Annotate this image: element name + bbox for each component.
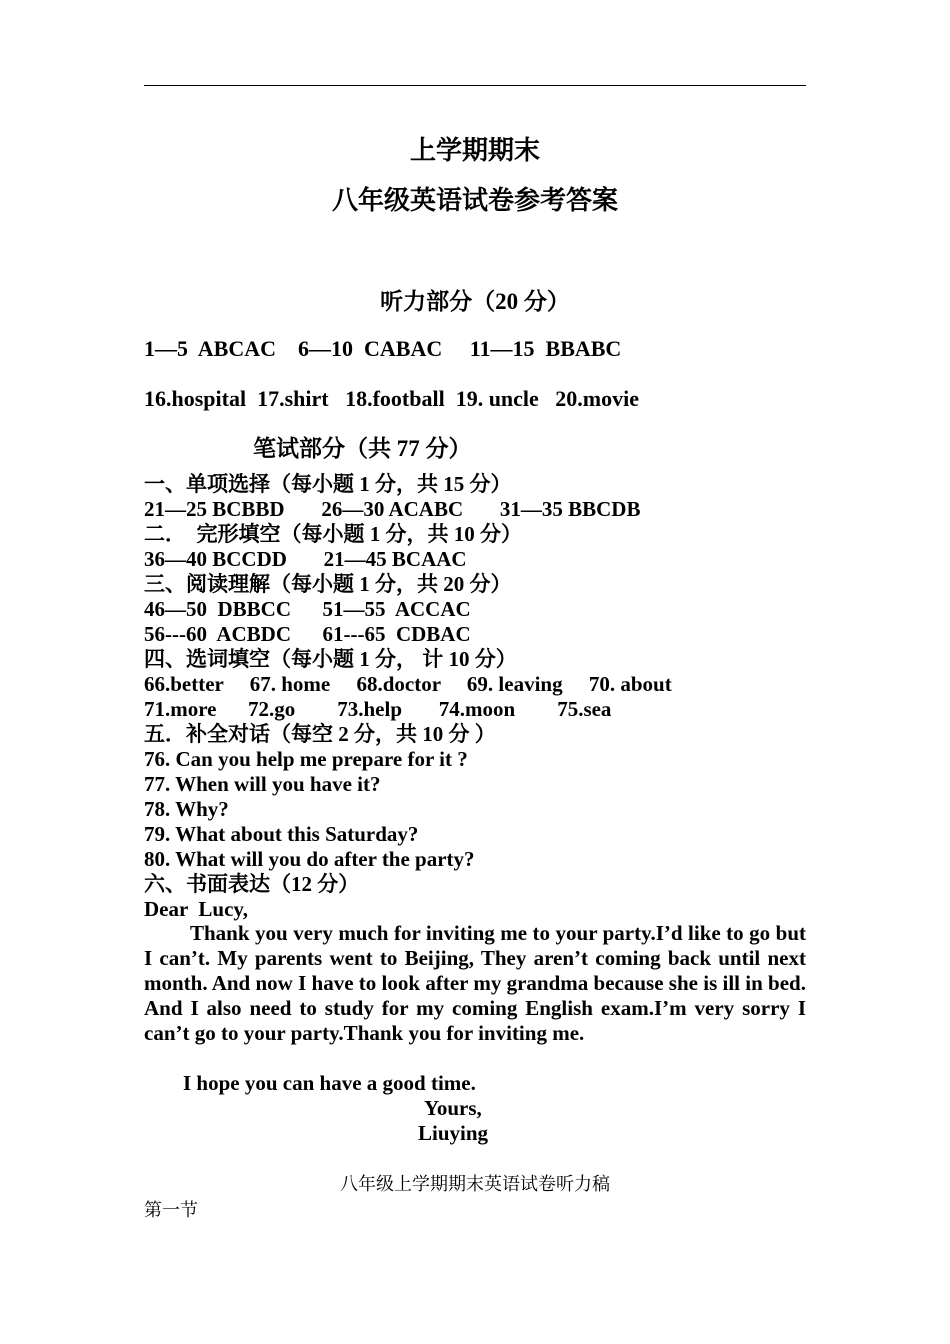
answer-line: 77. When will you have it?: [144, 772, 381, 796]
header-rule: [144, 85, 806, 86]
writing-heading: 笔试部分（共 77 分）: [253, 436, 472, 461]
listening-answers-2: 16.hospital 17.shirt 18.football 19. uncle 20.movie: [144, 386, 640, 411]
section-label: 第一节: [144, 1200, 198, 1220]
answer-line: 71.more 72.go 73.help 74.moon 75.sea: [144, 697, 612, 721]
answer-line: 76. Can you help me prepare for it ?: [144, 747, 468, 771]
answer-line: 一、单项选择（每小题 1 分，共 15 分）: [144, 472, 512, 496]
answer-line: 36—40 BCCDD 21—45 BCAAC: [144, 547, 467, 571]
answer-line: 56---60 ACBDC 61---65 CDBAC: [144, 622, 471, 646]
answer-line: 五．补全对话（每空 2 分，共 10 分 ）: [144, 722, 496, 746]
letter-body: Thank you very much for inviting me to your party.I’d like to go but I can’t. My parents went to Beijing, They aren’t coming back until next month. And now I have to look after my grandma because she is ill in bed. And I also need to study for my coming English exam.I’m very sorry I can’t go to your party.Thank you for inviting me.: [144, 921, 806, 1045]
letter-closing: I hope you can have a good time.: [183, 1071, 476, 1095]
answer-line: 四、选词填空（每小题 1 分， 计 10 分）: [144, 647, 517, 671]
answer-line: 66.better 67. home 68.doctor 69. leaving 70. about: [144, 672, 672, 696]
script-title: 八年级上学期期末英语试卷听力稿: [340, 1174, 610, 1194]
listening-heading: 听力部分（20 分）: [380, 289, 570, 314]
answer-line: 46—50 DBBCC 51—55 ACCAC: [144, 597, 471, 621]
answer-line: 80. What will you do after the party?: [144, 847, 475, 871]
listening-answers-1: 1—5 ABCAC 6—10 CABAC 11—15 BBABC: [144, 336, 622, 361]
letter-yours: Yours,: [424, 1096, 482, 1120]
answer-line: 21—25 BCBBD 26—30 ACABC 31—35 BBCDB: [144, 497, 641, 521]
letter-greeting: Dear Lucy,: [144, 897, 249, 921]
letter-signature: Liuying: [418, 1121, 489, 1145]
answer-line: 二． 完形填空（每小题 1 分，共 10 分）: [144, 522, 522, 546]
answer-line: 三、阅读理解（每小题 1 分，共 20 分）: [144, 572, 512, 596]
answer-line: 78. Why?: [144, 797, 229, 821]
document-title: 上学期期末: [409, 136, 540, 165]
document-subtitle: 八年级英语试卷参考答案: [331, 186, 618, 215]
answer-line: 79. What about this Saturday?: [144, 822, 419, 846]
answer-line: 六、书面表达（12 分）: [144, 872, 360, 896]
